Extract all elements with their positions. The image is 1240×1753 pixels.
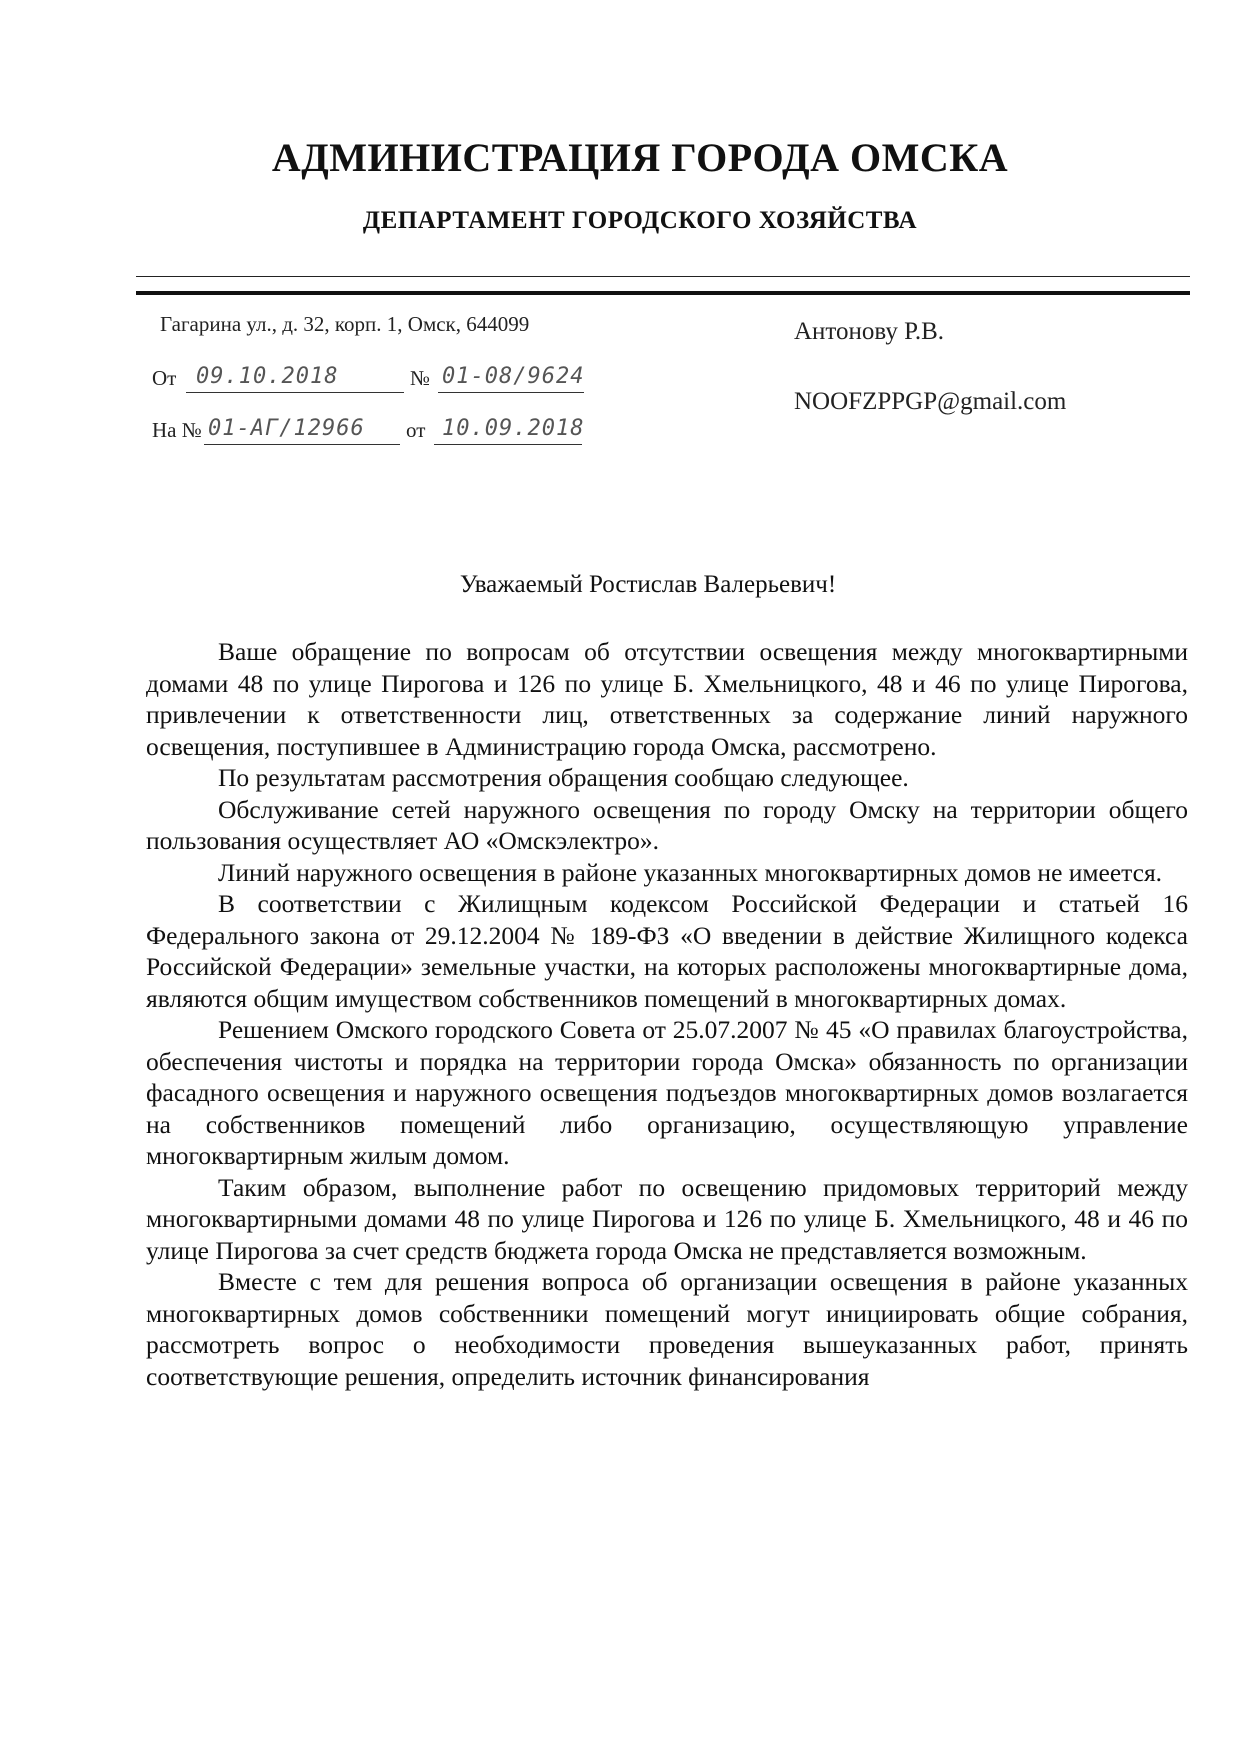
header-rule-thin — [136, 276, 1190, 277]
paragraph: Линий наружного освещения в районе указанных многоквартирных домов не имеется. — [218, 857, 1163, 887]
recipient-email: NOOFZPPGP@gmail.com — [794, 388, 1067, 415]
recipient-name: Антонову Р.В. — [794, 318, 945, 345]
department-title: ДЕПАРТАМЕНТ ГОРОДСКОГО ХОЗЯЙСТВА — [362, 207, 918, 234]
reply-to-label: На № — [152, 418, 202, 442]
number-handwritten: 01-08/9624 — [442, 364, 585, 389]
salutation: Уважаемый Ростислав Валерьевич! — [459, 571, 837, 598]
sender-address: Гагарина ул., д. 32, корп. 1, Омск, 644099 — [160, 312, 530, 336]
header-rule-thick — [136, 291, 1190, 295]
from-date-handwritten: 09.10.2018 — [196, 364, 339, 389]
letter-body — [146, 636, 1188, 1392]
paragraph: Таким образом, выполнение работ по освещению придомовых территорий между многоквартирными домами 48 по улице Пирогова и 126 по улице Б. Хмельницкого, 48 и 46 по улице Пирогова за счет средств бюджета города Омска не представляется возможным. — [146, 1172, 1188, 1265]
paragraph: По результатам рассмотрения обращения сообщаю следующее. — [218, 763, 909, 792]
reply-to-handwritten: 01-АГ/12966 — [208, 416, 365, 441]
paragraph: Обслуживание сетей наружного освещения по городу Омску на территории общего пользования осуществляет АО «Омскэлектро». — [146, 794, 1188, 855]
paragraph: Решением Омского городского Совета от 25.07.2007 № 45 «О правилах благоустройства, обеспечения чистоты и порядка на территории города Омска» обязанность по организации фасадного освещения и наружного освещения подъездов многоквартирных домов возлагается на собственников помещений либо организацию, осуществляющую управление многоквартирным жилым домом. — [146, 1015, 1188, 1170]
reply-date-label: от — [406, 418, 426, 442]
paragraph: Вместе с тем для решения вопроса об организации освещения в районе указанных многоквартирных домов собственники помещений могут инициировать общие собрания, рассмотреть вопрос о необходимости проведения вышеуказанных работ, принять соответствующие решения, определить источник финансирования — [146, 1267, 1188, 1391]
paragraph: Ваше обращение по вопросам об отсутствии освещения между многоквартирными домами 48 по улице Пирогова и 126 по улице Б. Хмельницкого, 48 и 46 по улице Пирогова, привлечении к ответственности лиц, ответственных за содержание линий наружного освещения, поступившее в Администрацию города Омска, рассмотрено. — [146, 637, 1188, 761]
organization-title: АДМИНИСТРАЦИЯ ГОРОДА ОМСКА — [271, 135, 1009, 180]
from-label: От — [152, 366, 177, 390]
paragraph: В соответствии с Жилищным кодексом Российской Федерации и статьей 16 Федерального закона от 29.12.2004 № 189-ФЗ «О введении в действие Жилищного кодекса Российской Федерации» земельные участки, на которых расположены многоквартирные дома, являются общим имуществом собственников помещений в многоквартирных домах. — [146, 889, 1188, 1013]
reply-date-handwritten: 10.09.2018 — [442, 416, 585, 441]
number-label: № — [410, 366, 431, 390]
